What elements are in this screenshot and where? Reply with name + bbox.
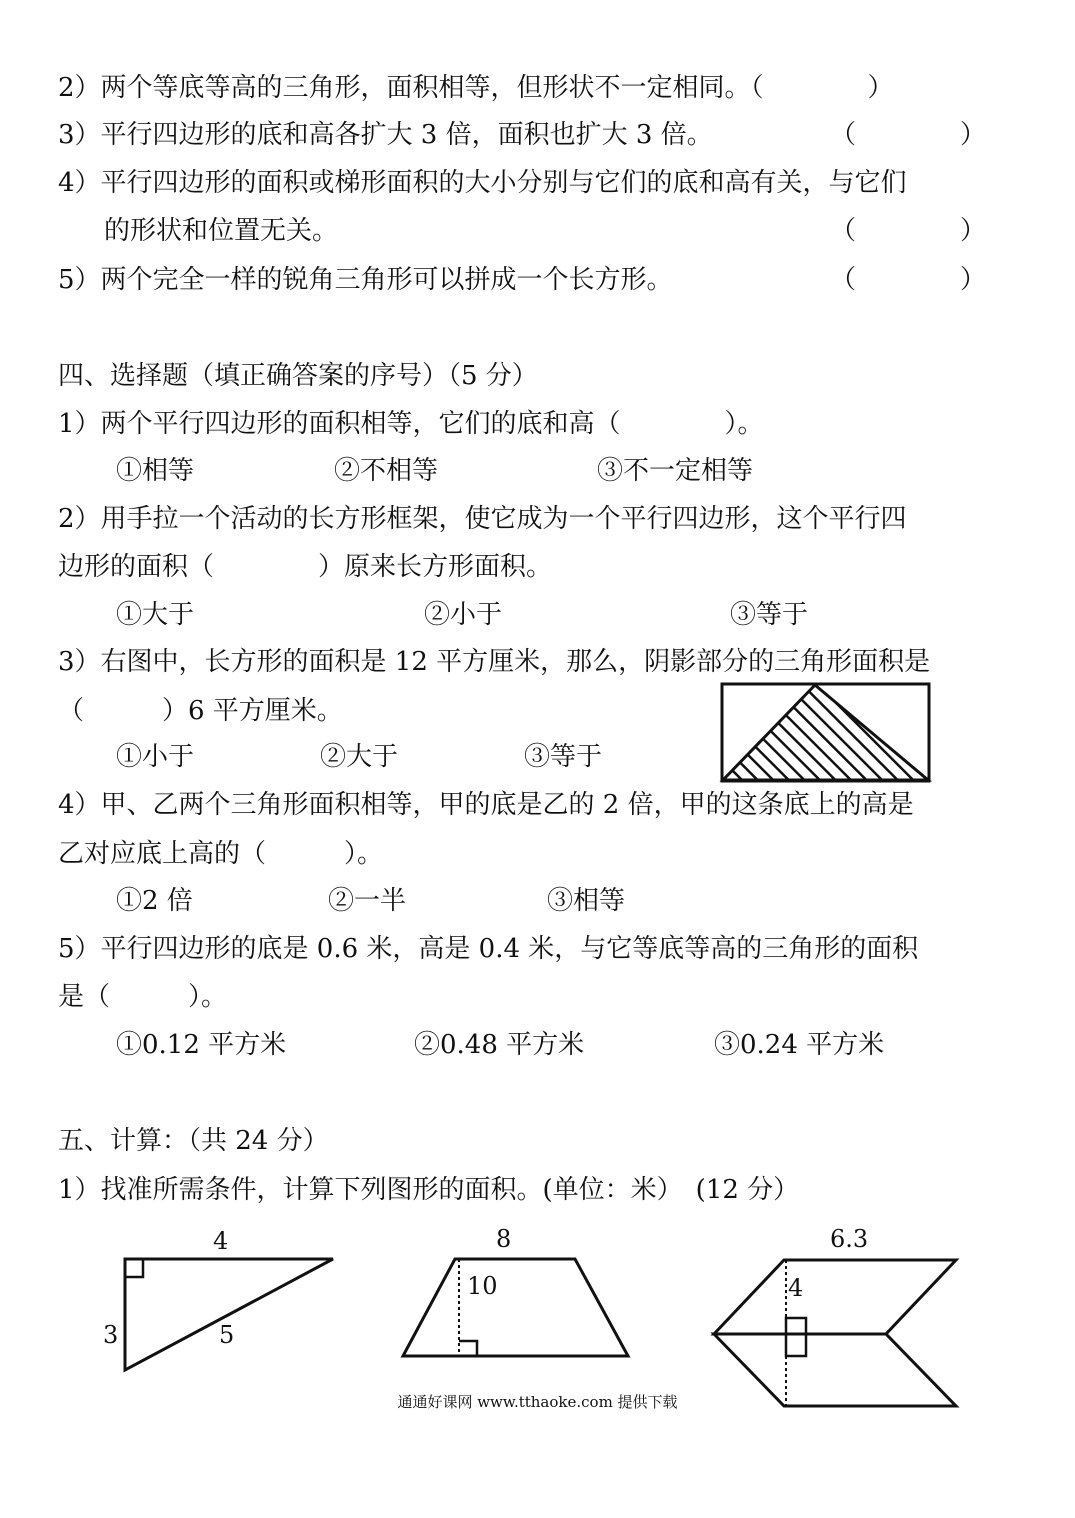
choice-q5-option-2[interactable]: ②0.48 平方米	[414, 1030, 585, 1060]
choice-q4-option-2[interactable]: ②一半	[328, 886, 407, 916]
choice-q1-option-3[interactable]: ③不一定相等	[597, 456, 754, 486]
judge-q3: 3）平行四边形的底和高各扩大 3 倍，面积也扩大 3 倍。	[58, 120, 713, 150]
trapezoid-figure	[395, 1222, 640, 1362]
choice-q4-option-1[interactable]: ①2 倍	[116, 886, 193, 916]
triangle-hypotenuse-label: 5	[219, 1321, 235, 1349]
trapezoid-height-label: 10	[467, 1272, 498, 1300]
choice-q1-text: 1）两个平行四边形的面积相等，它们的底和高（ ）。	[58, 409, 764, 439]
choice-q3-line2: （ ）6 平方厘米。	[58, 696, 343, 726]
right-triangle-outline	[125, 1259, 333, 1370]
judge-q3-blank[interactable]: （ ）	[830, 120, 987, 150]
choice-q4-line2: 乙对应底上高的（ ）。	[58, 839, 384, 869]
choice-q1-option-2[interactable]: ②不相等	[334, 456, 439, 486]
judge-q2: 2）两个等底等高的三角形，面积相等，但形状不一定相同。（ ）	[58, 73, 894, 103]
right-triangle-figure	[95, 1222, 345, 1382]
trapezoid-right-angle-mark	[459, 1341, 477, 1356]
choice-q2-line1: 2）用手拉一个活动的长方形框架，使它成为一个平行四边形，这个平行四	[58, 504, 907, 534]
choice-q3-option-1[interactable]: ①小于	[116, 742, 195, 772]
choice-q3-line1: 3）右图中，长方形的面积是 12 平方厘米，那么，阴影部分的三角形面积是	[58, 647, 931, 677]
choice-q4-line1: 4）甲、乙两个三角形面积相等，甲的底是乙的 2 倍，甲的这条底上的高是	[58, 790, 914, 820]
footer-credit: 通通好课网 www.tthaoke.com 提供下载	[397, 1393, 678, 1411]
choice-q5-option-1[interactable]: ①0.12 平方米	[116, 1030, 287, 1060]
choice-q2-option-2[interactable]: ②小于	[424, 600, 503, 630]
judge-q4-line1: 4）平行四边形的面积或梯形面积的大小分别与它们的底和高有关，与它们	[58, 168, 907, 198]
calc-q1: 1）找准所需条件，计算下列图形的面积。(单位：米） (12 分）	[58, 1175, 800, 1205]
choice-q1-option-1[interactable]: ①相等	[116, 456, 195, 486]
trapezoid-top-label: 8	[496, 1225, 512, 1253]
judge-q5-blank[interactable]: （ ）	[830, 265, 987, 295]
rectangle-triangle-figure	[718, 680, 934, 786]
trapezoid-outline	[403, 1259, 628, 1356]
combined-top-label: 6.3	[830, 1225, 869, 1253]
choice-q3-option-2[interactable]: ②大于	[320, 742, 399, 772]
choice-heading: 四、选择题（填正确答案的序号）（5 分）	[58, 361, 538, 391]
upper-parallelogram	[714, 1260, 956, 1334]
choice-q2-line2: 边形的面积（ ）原来长方形面积。	[58, 552, 553, 582]
choice-q5-option-3[interactable]: ③0.24 平方米	[714, 1030, 885, 1060]
judge-q4-blank[interactable]: （ ）	[830, 216, 987, 246]
choice-q5-line2: 是（ ）。	[58, 982, 228, 1012]
choice-q2-option-3[interactable]: ③等于	[730, 600, 809, 630]
calc-heading: 五、计算：（共 24 分）	[58, 1126, 329, 1156]
judge-q5: 5）两个完全一样的锐角三角形可以拼成一个长方形。	[58, 265, 673, 295]
choice-q5-line1: 5）平行四边形的底是 0.6 米，高是 0.4 米，与它等底等高的三角形的面积	[58, 934, 919, 964]
triangle-top-label: 4	[213, 1227, 229, 1255]
triangle-left-label: 3	[103, 1321, 119, 1349]
choice-q3-option-3[interactable]: ③等于	[524, 742, 603, 772]
choice-q2-option-1[interactable]: ①大于	[116, 600, 195, 630]
choice-q4-option-3[interactable]: ③相等	[547, 886, 626, 916]
combined-height-label: 4	[788, 1274, 804, 1302]
combined-right-angle-mark	[786, 1318, 806, 1356]
judge-q4-line2: 的形状和位置无关。	[104, 216, 339, 246]
right-angle-mark	[125, 1259, 143, 1277]
combined-parallelogram-figure	[700, 1222, 970, 1414]
